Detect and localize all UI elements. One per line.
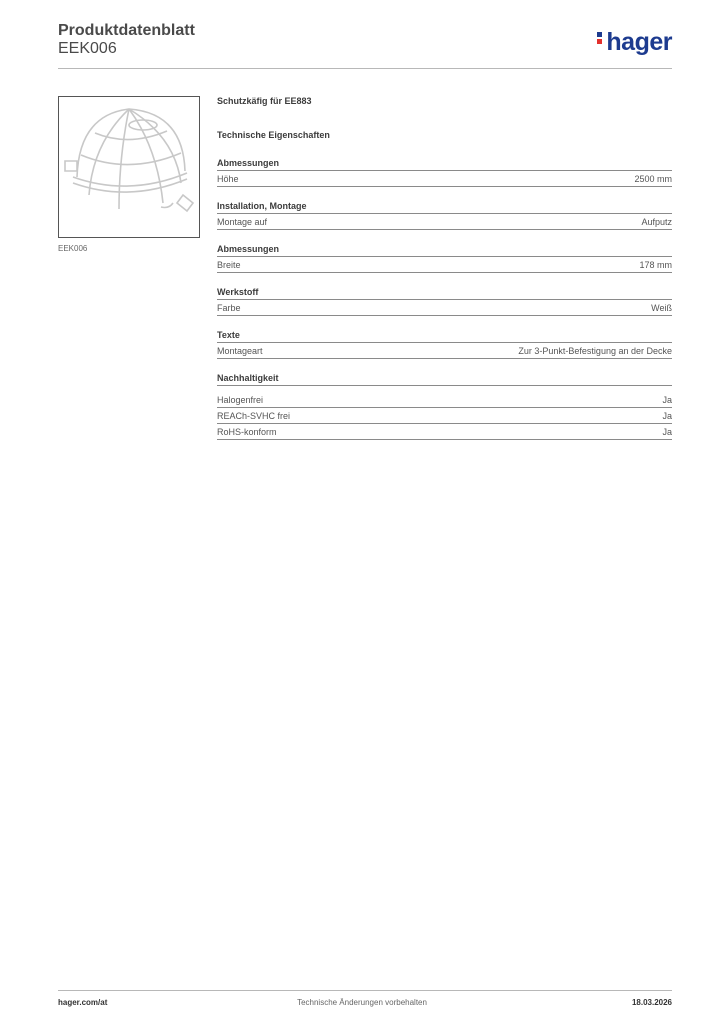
spec-value: 178 mm	[639, 260, 672, 270]
spec-row	[217, 257, 672, 273]
footer-date: 18.03.2026	[631, 998, 672, 1007]
spec-group-title: Abmessungen	[217, 158, 672, 171]
spec-group-title: Abmessungen	[217, 244, 672, 257]
product-image	[58, 96, 200, 238]
spec-group-title: Texte	[217, 330, 672, 343]
spec-row	[217, 408, 672, 424]
spec-row	[217, 214, 672, 230]
spec-row	[217, 424, 672, 440]
wire-cage-icon	[59, 97, 199, 237]
product-code: EEK006	[58, 40, 117, 57]
spec-label: Halogenfrei	[217, 395, 264, 405]
header-divider	[58, 68, 672, 69]
spec-value: 2500 mm	[634, 174, 672, 184]
spec-group-title: Werkstoff	[217, 287, 672, 300]
spec-label: Höhe	[217, 174, 239, 184]
spec-row	[217, 300, 672, 316]
spec-group	[217, 158, 672, 187]
spec-group	[217, 201, 672, 230]
spec-value: Ja	[662, 427, 672, 437]
spec-value: Ja	[662, 395, 672, 405]
logo-dots-icon	[597, 30, 603, 46]
product-name: Schutzkäfig für EE883	[217, 96, 312, 106]
spec-row	[217, 392, 672, 408]
specification-panel	[217, 96, 672, 454]
spec-label: Montageart	[217, 346, 263, 356]
spec-value: Weiß	[651, 303, 672, 313]
footer-website-link[interactable]: hager.com/at	[58, 998, 108, 1007]
spec-label: Farbe	[217, 303, 241, 313]
spec-label: REACh-SVHC frei	[217, 411, 291, 421]
spec-label: RoHS-konform	[217, 427, 277, 437]
page-title: Produktdatenblatt	[58, 22, 195, 39]
spec-value: Zur 3-Punkt-Befestigung an der Decke	[518, 346, 672, 356]
section-heading: Technische Eigenschaften	[217, 130, 330, 140]
spec-group-title: Nachhaltigkeit	[217, 373, 672, 386]
footer-disclaimer: Technische Änderungen vorbehalten	[297, 998, 427, 1007]
spec-row	[217, 171, 672, 187]
spec-value: Aufputz	[641, 217, 672, 227]
spec-group	[217, 373, 672, 440]
spec-row	[217, 343, 672, 359]
spec-value: Ja	[662, 411, 672, 421]
hager-logo	[597, 28, 672, 57]
logo-text: hager	[606, 28, 672, 56]
image-caption: EEK006	[58, 244, 88, 253]
spec-group	[217, 244, 672, 273]
spec-group	[217, 287, 672, 316]
spec-label: Breite	[217, 260, 241, 270]
spec-group-title: Installation, Montage	[217, 201, 672, 214]
footer-divider	[58, 990, 672, 991]
spec-group	[217, 330, 672, 359]
spec-label: Montage auf	[217, 217, 268, 227]
